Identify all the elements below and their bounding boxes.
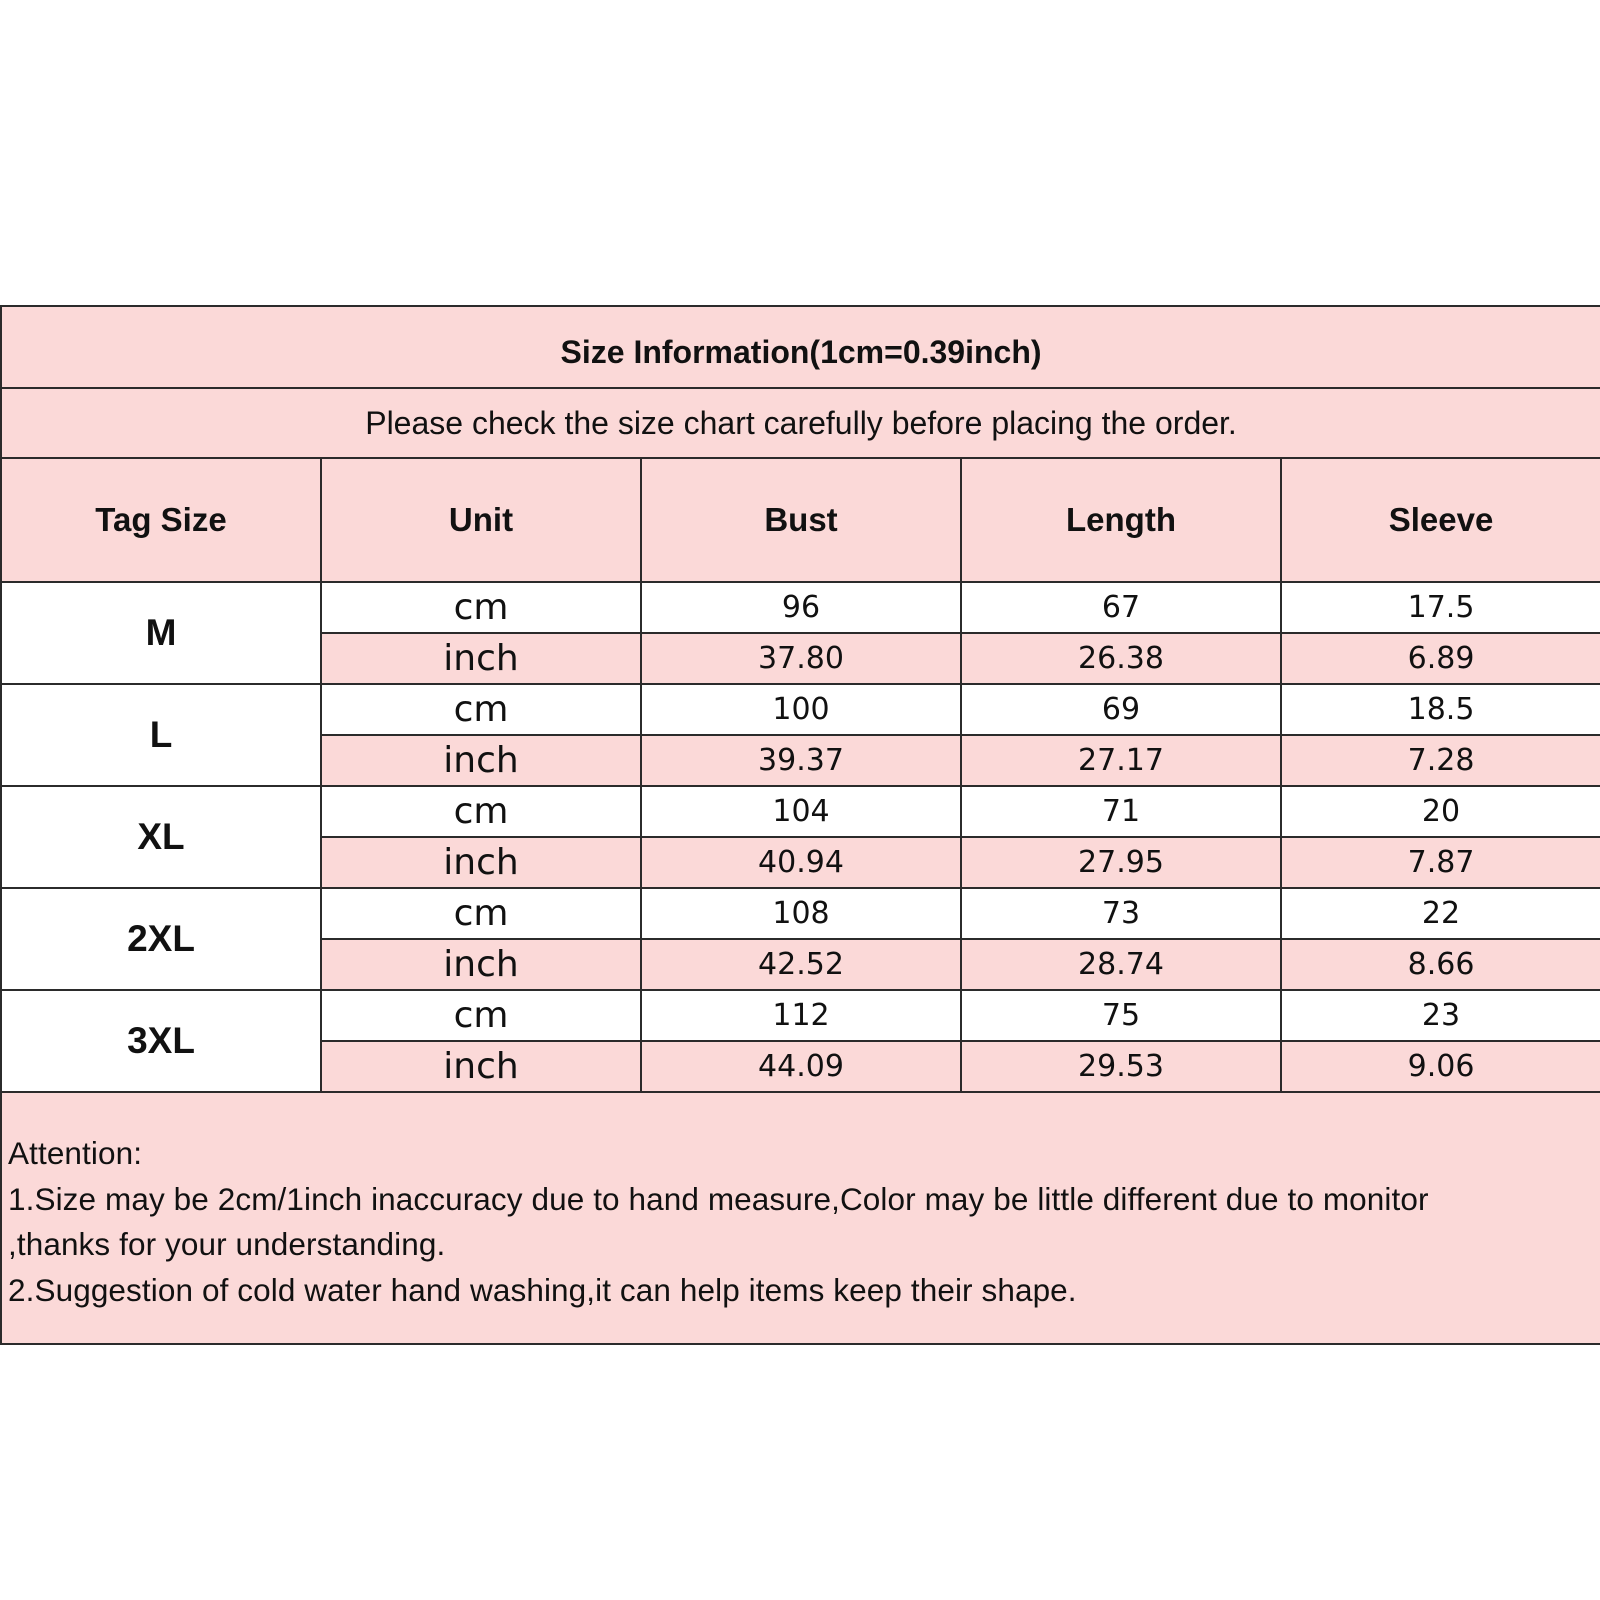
unit-cell: cm bbox=[321, 684, 641, 735]
note-line-2: 2.Suggestion of cold water hand washing,it can help items keep their shape. bbox=[8, 1271, 1077, 1308]
bust-cell: 100 bbox=[641, 684, 961, 735]
attention-heading: Attention: bbox=[8, 1135, 143, 1171]
unit-cell: inch bbox=[321, 633, 641, 684]
tag-size-cell: 3XL bbox=[1, 990, 321, 1092]
unit-cell: cm bbox=[321, 888, 641, 939]
subtitle-row bbox=[1, 388, 1600, 458]
sleeve-cell: 22 bbox=[1281, 888, 1600, 939]
table-row bbox=[1, 684, 1600, 735]
notes-row bbox=[1, 1092, 1600, 1344]
sleeve-cell: 6.89 bbox=[1281, 633, 1600, 684]
header-bust: Bust bbox=[641, 458, 961, 582]
sleeve-cell: 18.5 bbox=[1281, 684, 1600, 735]
length-cell: 26.38 bbox=[961, 633, 1281, 684]
length-cell: 73 bbox=[961, 888, 1281, 939]
bust-cell: 40.94 bbox=[641, 837, 961, 888]
bust-cell: 44.09 bbox=[641, 1041, 961, 1092]
table-row bbox=[1, 990, 1600, 1041]
sleeve-cell: 17.5 bbox=[1281, 582, 1600, 633]
unit-cell: inch bbox=[321, 837, 641, 888]
length-cell: 27.95 bbox=[961, 837, 1281, 888]
note-line-1: 1.Size may be 2cm/1inch inaccuracy due to hand measure,Color may be little different due to monitor bbox=[8, 1180, 1429, 1217]
tag-size-cell: 2XL bbox=[1, 888, 321, 990]
header-sleeve: Sleeve bbox=[1281, 458, 1600, 582]
length-cell: 27.17 bbox=[961, 735, 1281, 786]
sleeve-cell: 7.87 bbox=[1281, 837, 1600, 888]
sleeve-cell: 9.06 bbox=[1281, 1041, 1600, 1092]
table-subtitle: Please check the size chart carefully before placing the order. bbox=[1, 388, 1600, 458]
title-row bbox=[1, 306, 1600, 388]
bust-cell: 96 bbox=[641, 582, 961, 633]
bust-cell: 112 bbox=[641, 990, 961, 1041]
unit-cell: inch bbox=[321, 939, 641, 990]
length-cell: 28.74 bbox=[961, 939, 1281, 990]
bust-cell: 108 bbox=[641, 888, 961, 939]
length-cell: 69 bbox=[961, 684, 1281, 735]
table-row bbox=[1, 786, 1600, 837]
sleeve-cell: 8.66 bbox=[1281, 939, 1600, 990]
table-row bbox=[1, 888, 1600, 939]
attention-notes bbox=[1, 1092, 1600, 1344]
unit-cell: cm bbox=[321, 990, 641, 1041]
bust-cell: 104 bbox=[641, 786, 961, 837]
sleeve-cell: 23 bbox=[1281, 990, 1600, 1041]
unit-cell: cm bbox=[321, 582, 641, 633]
length-cell: 71 bbox=[961, 786, 1281, 837]
bust-cell: 37.80 bbox=[641, 633, 961, 684]
header-length: Length bbox=[961, 458, 1281, 582]
tag-size-cell: M bbox=[1, 582, 321, 684]
length-cell: 67 bbox=[961, 582, 1281, 633]
unit-cell: inch bbox=[321, 735, 641, 786]
bust-cell: 39.37 bbox=[641, 735, 961, 786]
sleeve-cell: 7.28 bbox=[1281, 735, 1600, 786]
size-table bbox=[0, 305, 1600, 1345]
tag-size-cell: L bbox=[1, 684, 321, 786]
header-tag-size: Tag Size bbox=[1, 458, 321, 582]
sleeve-cell: 20 bbox=[1281, 786, 1600, 837]
header-row bbox=[1, 458, 1600, 582]
header-unit: Unit bbox=[321, 458, 641, 582]
unit-cell: cm bbox=[321, 786, 641, 837]
tag-size-cell: XL bbox=[1, 786, 321, 888]
size-chart-sheet bbox=[0, 305, 1600, 1345]
table-title: Size Information(1cm=0.39inch) bbox=[1, 306, 1600, 388]
length-cell: 29.53 bbox=[961, 1041, 1281, 1092]
table-row bbox=[1, 582, 1600, 633]
bust-cell: 42.52 bbox=[641, 939, 961, 990]
length-cell: 75 bbox=[961, 990, 1281, 1041]
note-line-1-continued: ,thanks for your understanding. bbox=[8, 1226, 446, 1262]
unit-cell: inch bbox=[321, 1041, 641, 1092]
